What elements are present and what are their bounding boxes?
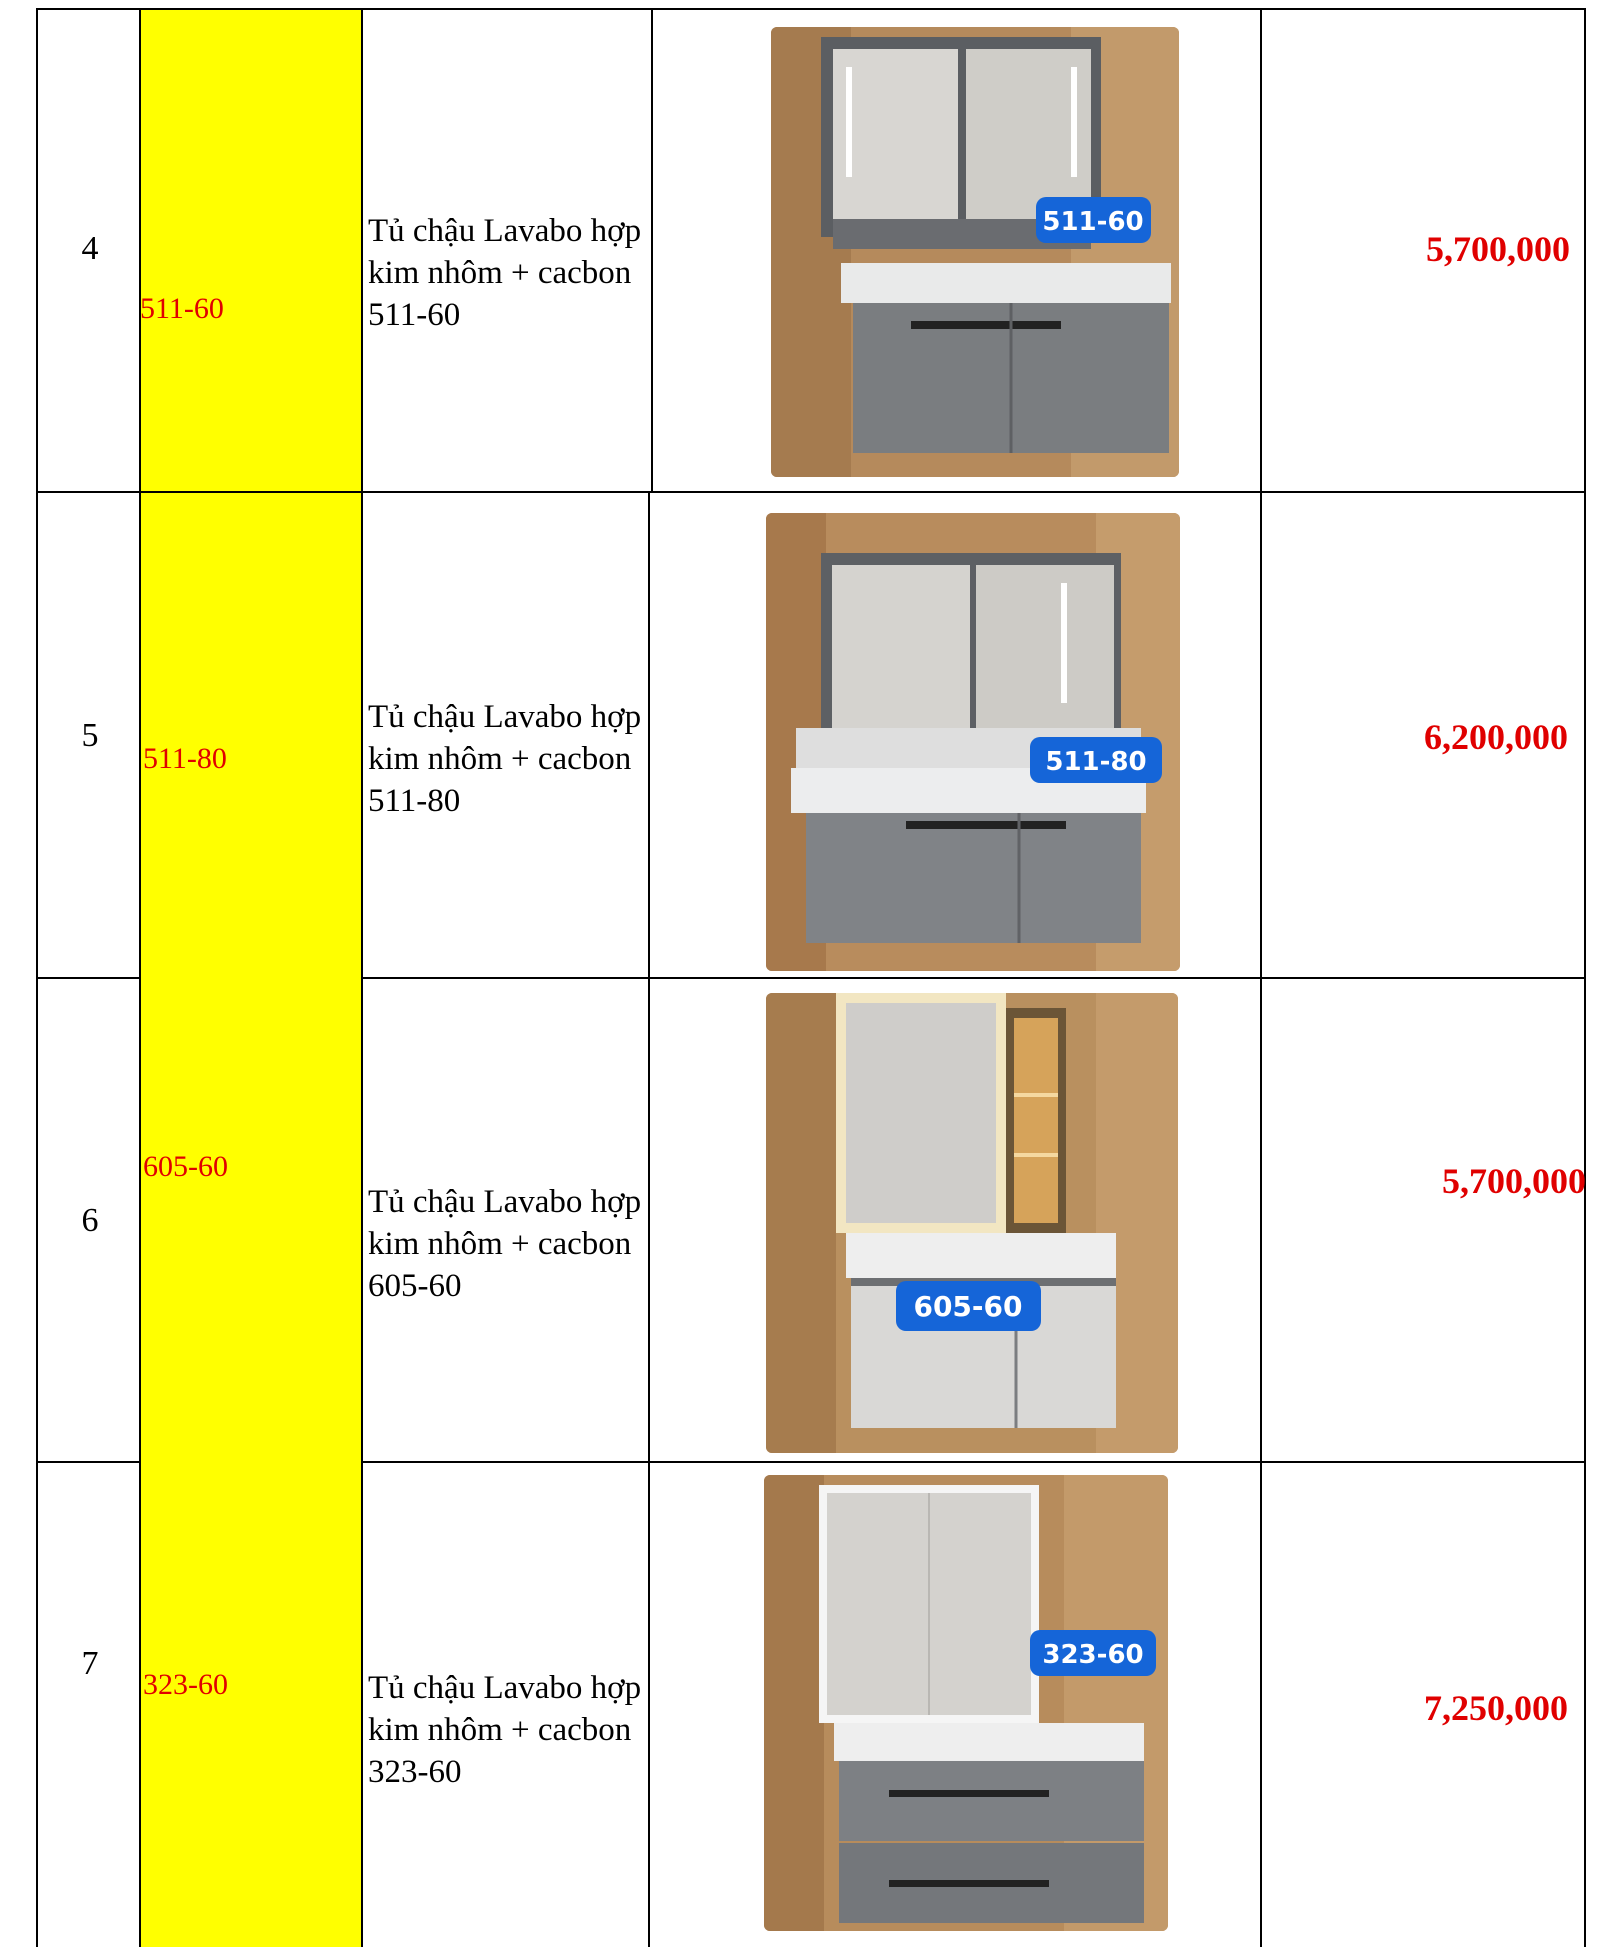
grid-line	[36, 1461, 141, 1463]
grid-line	[36, 491, 1586, 493]
price: 7,250,000	[1424, 1688, 1568, 1728]
product-description: Tủ chậu Lavabo hợp kim nhôm + cacbon 605-60	[368, 1184, 642, 1304]
photo-label-badge: 511-60	[1042, 207, 1144, 237]
product-code: 511-60	[140, 292, 224, 325]
product-description: Tủ chậu Lavabo hợp kim nhôm + cacbon 511-80	[368, 699, 642, 819]
product-description: Tủ chậu Lavabo hợp kim nhôm + cacbon 323-60	[368, 1670, 642, 1790]
vanity-cabinet-photo-icon	[764, 1475, 1168, 1931]
row-number: 6	[81, 1202, 99, 1239]
vanity-cabinet-photo-icon	[766, 993, 1178, 1453]
price: 5,700,000	[1426, 229, 1570, 269]
photo-label-badge: 323-60	[1042, 1640, 1144, 1670]
vanity-cabinet-photo-icon	[771, 27, 1179, 477]
vanity-cabinet-photo-icon	[766, 513, 1180, 971]
row-number: 7	[81, 1645, 99, 1682]
row-number: 5	[81, 717, 99, 754]
row-number: 4	[81, 230, 99, 267]
price: 6,200,000	[1424, 717, 1568, 757]
product-description: Tủ chậu Lavabo hợp kim nhôm + cacbon 511-60	[368, 213, 642, 333]
grid-line	[361, 977, 1586, 979]
product-code: 605-60	[143, 1150, 228, 1183]
product-code: 511-80	[143, 742, 227, 775]
product-code: 323-60	[143, 1668, 228, 1701]
grid-line	[36, 8, 1586, 10]
photo-label-badge: 605-60	[913, 1290, 1023, 1323]
grid-line	[36, 977, 141, 979]
photo-label-badge: 511-80	[1045, 747, 1147, 777]
grid-line	[361, 1461, 1586, 1463]
price: 5,700,000	[1442, 1161, 1586, 1201]
